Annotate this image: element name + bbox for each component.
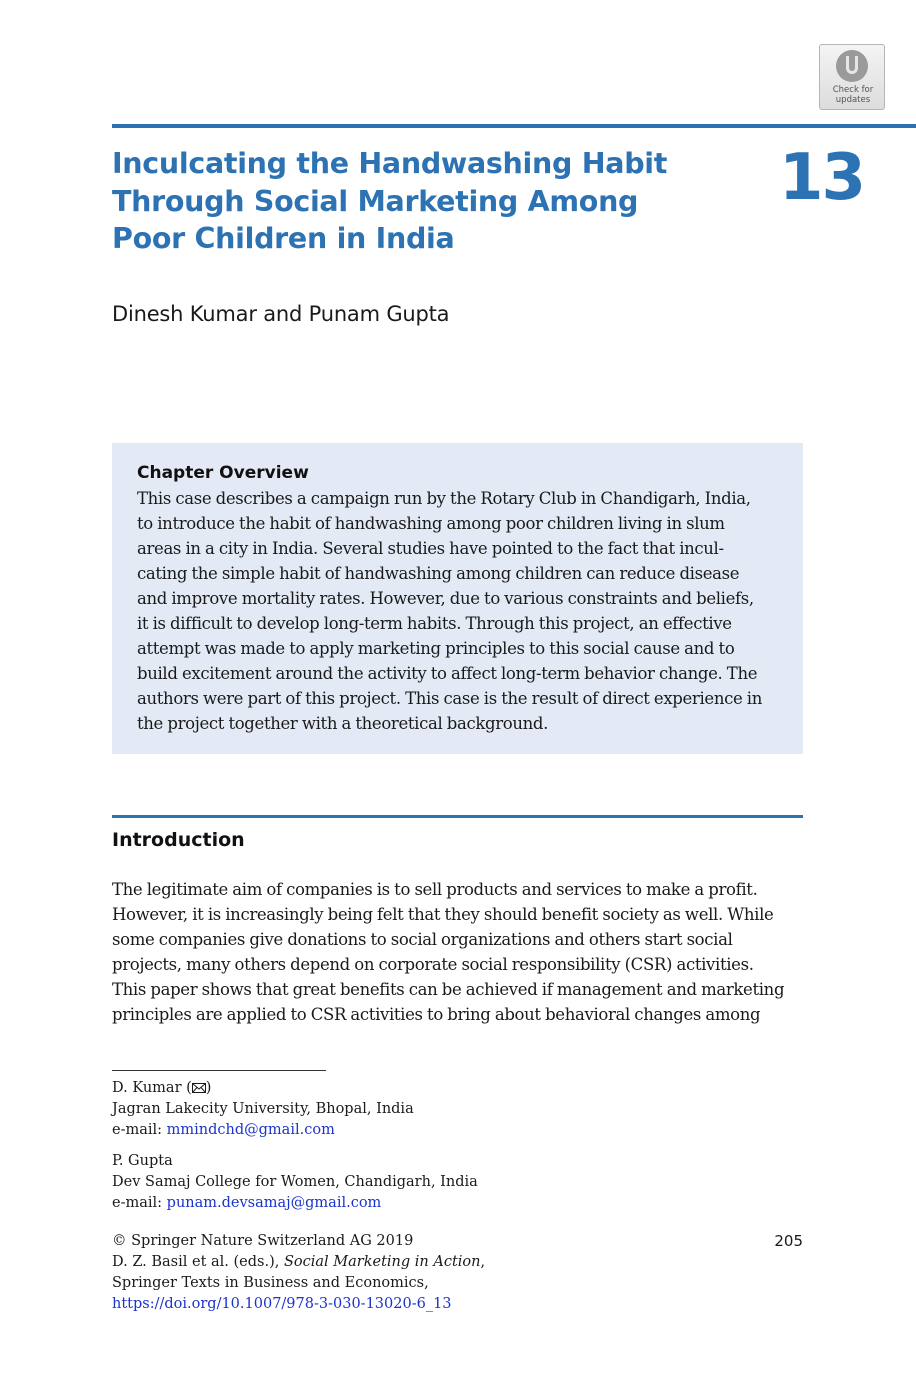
introduction-line: principles are applied to CSR activities to bring about behavioral changes among [112,1005,761,1024]
overview-line: it is difficult to develop long-term habits. Through this project, an effective [137,614,732,633]
chapter-number: 13 [778,141,864,215]
author1-affiliation: Jagran Lakecity University, Bhopal, India [112,1101,414,1117]
badge-text-line-2: updates [835,95,871,105]
overview-line: cating the simple habit of handwashing among children can reduce disease [137,564,740,583]
page-number: 205 [774,1232,803,1250]
chapter-top-rule [112,124,916,128]
author1-name: D. Kumar ( [112,1080,192,1096]
overview-body [137,486,778,736]
book-title: Social Marketing in Action [283,1254,481,1270]
chapter-title-line-1: Inculcating the Handwashing Habit [112,147,668,180]
copyright-line: © Springer Nature Switzerland AG 2019 [112,1233,414,1249]
overview-line: to introduce the habit of handwashing among poor children living in slum [137,514,725,533]
overview-line: and improve mortality rates. However, due to various constraints and beliefs, [137,589,754,608]
email-label: e-mail: [112,1195,167,1211]
overview-line: This case describes a campaign run by the Rotary Club in Chandigarh, India, [137,489,751,508]
author2-name: P. Gupta [112,1153,173,1169]
badge-label [820,85,886,105]
author1-email-link[interactable]: mmindchd@gmail.com [166,1122,335,1138]
book-citation-line [112,1252,712,1273]
bookmark-icon [836,50,868,82]
check-for-updates-badge[interactable] [819,44,885,110]
overview-line: the project together with a theoretical background. [137,714,549,733]
author2-affiliation: Dev Samaj College for Women, Chandigarh, India [112,1174,478,1190]
chapter-authors: Dinesh Kumar and Punam Gupta [112,302,450,326]
chapter-title-line-3: Poor Children in India [112,222,455,255]
introduction-line: The legitimate aim of companies is to sell products and services to make a profit. [112,880,758,899]
badge-text-line-1: Check for [832,85,874,95]
overview-line: authors were part of this project. This case is the result of direct experience in [137,689,762,708]
series-line: Springer Texts in Business and Economics, [112,1275,429,1291]
chapter-title-line-2: Through Social Marketing Among [112,184,639,218]
author1-name-line [112,1078,712,1099]
chapter-title [112,145,672,258]
footnote-rule [112,1070,326,1071]
book-suffix: , [480,1254,486,1270]
overview-line: build excitement around the activity to affect long-term behavior change. The [137,664,758,683]
overview-heading: Chapter Overview [137,463,309,483]
introduction-line: However, it is increasingly being felt that they should benefit society as well. While [112,905,774,924]
author2-email-line [112,1193,712,1214]
overview-line: attempt was made to apply marketing principles to this social cause and to [137,639,735,658]
envelope-icon [192,1079,206,1089]
introduction-body [112,877,803,1027]
section-heading-introduction: Introduction [112,829,245,851]
doi-link[interactable]: https://doi.org/10.1007/978-3-030-13020-6_13 [112,1296,452,1312]
introduction-line: some companies give donations to social organizations and others start social [112,930,733,949]
introduction-line: This paper shows that great benefits can be achieved if management and marketing [112,980,785,999]
introduction-line: projects, many others depend on corporate social responsibility (CSR) activities. [112,955,754,974]
section-rule [112,815,803,818]
book-editors: D. Z. Basil et al. (eds.), [112,1254,284,1270]
author2-email-link[interactable]: punam.devsamaj@gmail.com [166,1195,382,1211]
author1-email-line [112,1120,712,1141]
author1-name-close: ) [205,1080,212,1096]
email-label: e-mail: [112,1122,167,1138]
overview-line: areas in a city in India. Several studies have pointed to the fact that incul- [137,539,724,558]
